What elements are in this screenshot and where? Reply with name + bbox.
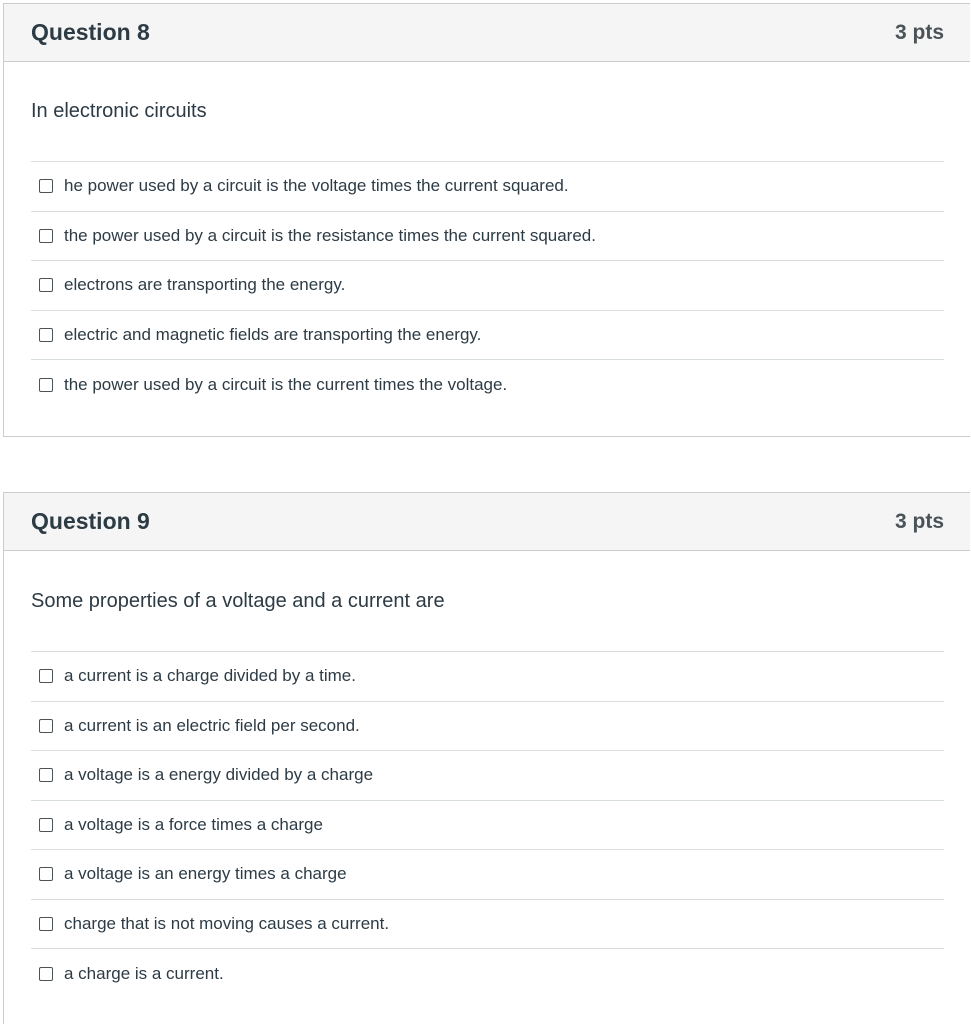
answer-label[interactable]: a voltage is a force times a charge [64, 814, 323, 834]
checkbox[interactable] [39, 229, 53, 243]
answer-label[interactable]: the power used by a circuit is the current times the voltage. [64, 374, 508, 394]
checkbox[interactable] [39, 818, 53, 832]
answer-option[interactable] [31, 949, 944, 999]
checkbox[interactable] [39, 917, 53, 931]
answer-label[interactable]: a current is an electric field per second. [64, 715, 360, 735]
question-prompt: Some properties of a voltage and a current are [31, 551, 944, 652]
checkbox[interactable] [39, 328, 53, 342]
answer-label[interactable]: a voltage is an energy times a charge [64, 864, 347, 884]
question-9-card [3, 492, 970, 1024]
checkbox[interactable] [39, 768, 53, 782]
answer-label[interactable]: the power used by a circuit is the resistance times the current squared. [64, 225, 596, 245]
answer-label[interactable]: electrons are transporting the energy. [64, 275, 346, 295]
answer-option[interactable] [31, 850, 944, 900]
answer-label[interactable]: a voltage is a energy divided by a charge [64, 765, 374, 785]
answer-option[interactable] [31, 900, 944, 950]
question-header [4, 4, 970, 62]
answer-label[interactable]: charge that is not moving causes a current. [64, 913, 390, 933]
answer-label[interactable]: a current is a charge divided by a time. [64, 666, 356, 686]
answer-option[interactable] [31, 652, 944, 702]
answer-label[interactable]: he power used by a circuit is the voltage times the current squared. [64, 176, 569, 196]
question-8-card [3, 3, 970, 437]
answer-option[interactable] [31, 261, 944, 311]
checkbox[interactable] [39, 967, 53, 981]
answer-option[interactable] [31, 360, 944, 410]
answer-option[interactable] [31, 212, 944, 262]
answer-option[interactable] [31, 162, 944, 212]
question-body [4, 62, 970, 410]
question-header [4, 493, 970, 551]
checkbox[interactable] [39, 669, 53, 683]
answer-option[interactable] [31, 702, 944, 752]
answer-list [31, 652, 944, 999]
question-points: 3 pts [894, 509, 944, 533]
checkbox[interactable] [39, 378, 53, 392]
answer-option[interactable] [31, 751, 944, 801]
question-prompt: In electronic circuits [31, 62, 944, 162]
question-points: 3 pts [894, 20, 944, 44]
answer-label[interactable]: a charge is a current. [64, 963, 224, 983]
checkbox[interactable] [39, 179, 53, 193]
checkbox[interactable] [39, 867, 53, 881]
checkbox[interactable] [39, 719, 53, 733]
answer-option[interactable] [31, 311, 944, 361]
answer-list [31, 162, 944, 410]
question-title: Question 9 [31, 508, 150, 534]
checkbox[interactable] [39, 278, 53, 292]
question-title: Question 8 [31, 19, 150, 45]
answer-option[interactable] [31, 801, 944, 851]
answer-label[interactable]: electric and magnetic fields are transporting the energy. [64, 324, 482, 344]
question-body [4, 551, 970, 999]
